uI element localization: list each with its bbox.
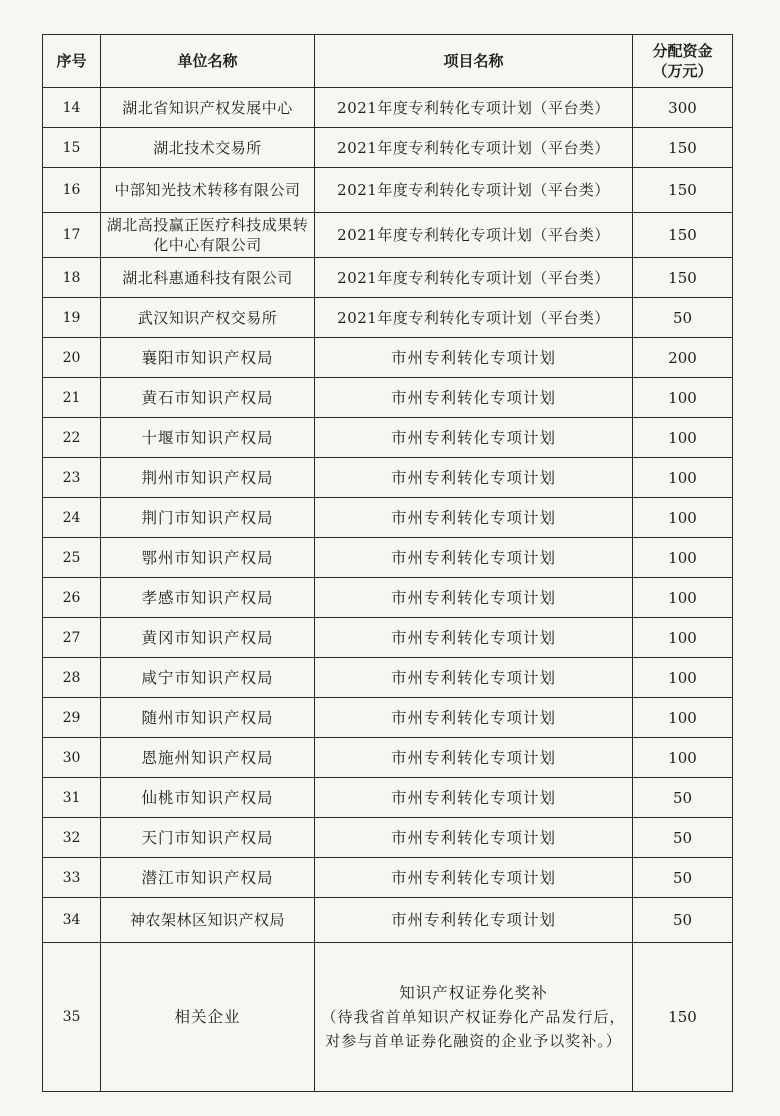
row-seq: 30 [43,738,101,778]
row-project: 市州专利转化专项计划 [315,538,633,578]
row-amount: 300 [633,88,733,128]
row-unit: 湖北高投赢正医疗科技成果转化中心有限公司 [101,213,315,258]
row-amount: 150 [633,943,733,1092]
row-project: 市州专利转化专项计划 [315,698,633,738]
funds-allocation-table [42,34,733,1092]
row-unit: 湖北技术交易所 [101,128,315,168]
row-amount: 100 [633,418,733,458]
table-row [43,858,733,898]
row-amount: 100 [633,578,733,618]
row-seq: 18 [43,258,101,298]
table-row [43,213,733,258]
row-unit: 武汉知识产权交易所 [101,298,315,338]
row-amount: 100 [633,378,733,418]
row-project: 市州专利转化专项计划 [315,458,633,498]
row-amount: 150 [633,213,733,258]
row-unit: 黄冈市知识产权局 [101,618,315,658]
row-unit: 湖北科惠通科技有限公司 [101,258,315,298]
table-header-row [43,35,733,88]
row-project: 市州专利转化专项计划 [315,618,633,658]
row-seq: 33 [43,858,101,898]
table-row [43,738,733,778]
row-project: 市州专利转化专项计划 [315,338,633,378]
row-amount: 100 [633,498,733,538]
row-seq: 23 [43,458,101,498]
table-row [43,168,733,213]
row-seq: 21 [43,378,101,418]
row-amount: 200 [633,338,733,378]
row-project: 市州专利转化专项计划 [315,578,633,618]
row-amount: 100 [633,698,733,738]
table-row-last [43,943,733,1092]
row-unit: 潜江市知识产权局 [101,858,315,898]
row-seq: 25 [43,538,101,578]
row-project: 市州专利转化专项计划 [315,818,633,858]
table-row [43,658,733,698]
row-project: 2021年度专利转化专项计划（平台类） [315,258,633,298]
row-unit: 恩施州知识产权局 [101,738,315,778]
row-amount: 100 [633,738,733,778]
row-project: 市州专利转化专项计划 [315,858,633,898]
row-project: 2021年度专利转化专项计划（平台类） [315,88,633,128]
row-unit: 天门市知识产权局 [101,818,315,858]
row-amount: 100 [633,618,733,658]
row-seq: 34 [43,898,101,943]
header-seq: 序号 [43,35,101,88]
table-row [43,378,733,418]
row-unit: 荆门市知识产权局 [101,498,315,538]
header-funds-line1: 分配资金 [652,42,713,60]
row-seq: 31 [43,778,101,818]
table-row [43,538,733,578]
header-funds [633,35,733,88]
row-project: 市州专利转化专项计划 [315,898,633,943]
row-unit: 相关企业 [101,943,315,1092]
row-project: 市州专利转化专项计划 [315,658,633,698]
row-unit: 孝感市知识产权局 [101,578,315,618]
row-amount: 50 [633,858,733,898]
row-seq: 14 [43,88,101,128]
row-unit: 黄石市知识产权局 [101,378,315,418]
row-project: 2021年度专利转化专项计划（平台类） [315,213,633,258]
row-seq: 27 [43,618,101,658]
row-project: 市州专利转化专项计划 [315,418,633,458]
row-project: 市州专利转化专项计划 [315,778,633,818]
table-row [43,498,733,538]
row-seq: 17 [43,213,101,258]
row-unit: 湖北省知识产权发展中心 [101,88,315,128]
row-seq: 20 [43,338,101,378]
row-seq: 35 [43,943,101,1092]
row-unit: 仙桃市知识产权局 [101,778,315,818]
row-seq: 19 [43,298,101,338]
row-seq: 26 [43,578,101,618]
row-unit: 鄂州市知识产权局 [101,538,315,578]
table-row [43,618,733,658]
row-seq: 32 [43,818,101,858]
row-seq: 29 [43,698,101,738]
header-unit: 单位名称 [101,35,315,88]
row-project: 市州专利转化专项计划 [315,498,633,538]
table-row [43,578,733,618]
table-row [43,298,733,338]
row-unit: 襄阳市知识产权局 [101,338,315,378]
row-seq: 15 [43,128,101,168]
row-amount: 50 [633,298,733,338]
table-row [43,898,733,943]
table-row [43,818,733,858]
row-amount: 50 [633,898,733,943]
table-row [43,778,733,818]
row-seq: 16 [43,168,101,213]
table-row [43,128,733,168]
header-funds-line2: （万元） [652,62,713,80]
table-row [43,418,733,458]
row-amount: 50 [633,778,733,818]
table-row [43,258,733,298]
row-seq: 24 [43,498,101,538]
row-unit: 中部知光技术转移有限公司 [101,168,315,213]
project-title: 知识产权证券化奖补 [399,984,548,1002]
table-row [43,338,733,378]
row-project: 市州专利转化专项计划 [315,738,633,778]
row-project: 市州专利转化专项计划 [315,378,633,418]
table-row [43,458,733,498]
row-unit: 神农架林区知识产权局 [101,898,315,943]
row-amount: 150 [633,128,733,168]
row-unit: 咸宁市知识产权局 [101,658,315,698]
row-amount: 150 [633,258,733,298]
table-row [43,88,733,128]
row-seq: 22 [43,418,101,458]
row-project: 2021年度专利转化专项计划（平台类） [315,128,633,168]
table-row [43,698,733,738]
row-unit: 荆州市知识产权局 [101,458,315,498]
row-project: 2021年度专利转化专项计划（平台类） [315,168,633,213]
row-amount: 100 [633,658,733,698]
row-amount: 100 [633,538,733,578]
row-seq: 28 [43,658,101,698]
row-amount: 100 [633,458,733,498]
row-amount: 150 [633,168,733,213]
header-project: 项目名称 [315,35,633,88]
row-unit: 随州市知识产权局 [101,698,315,738]
row-amount: 50 [633,818,733,858]
row-project [315,943,633,1092]
project-note: （待我省首单知识产权证券化产品发行后，对参与首单证券化融资的企业予以奖补。） [321,1008,626,1050]
row-project: 2021年度专利转化专项计划（平台类） [315,298,633,338]
row-unit: 十堰市知识产权局 [101,418,315,458]
